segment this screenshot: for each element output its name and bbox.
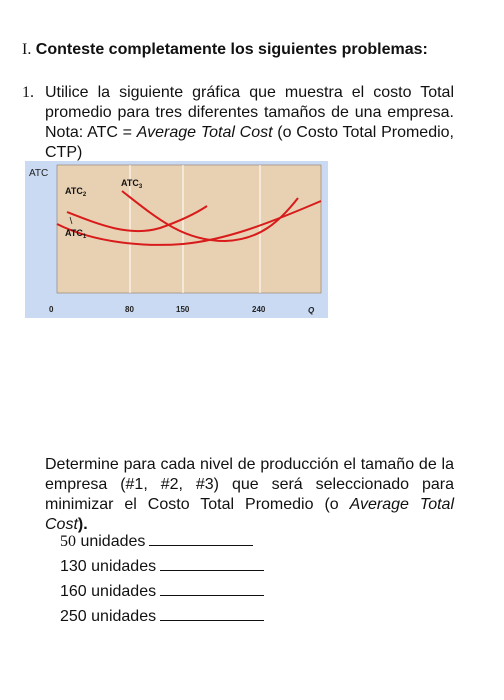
- x-tick-150: 150: [176, 305, 190, 314]
- answer-item-50: [60, 532, 253, 552]
- answer-blank[interactable]: [149, 533, 253, 546]
- x-axis-label: Q: [308, 306, 315, 315]
- answer-blank[interactable]: [160, 608, 264, 621]
- answer-item-160: [60, 582, 264, 602]
- atc2-label: $ATC_2$: [65, 186, 87, 198]
- intro-text-b: (o Costo Total Promedio, CTP): [45, 124, 454, 161]
- intro-text-a: Utilice la siguiente gráfica que muestra el costo Total promedio para tres diferentes tamaños de una empresa. Nota: ATC =: [45, 84, 454, 141]
- plot-area: [57, 165, 321, 293]
- question-text-b: ).: [77, 516, 88, 533]
- answer-item-130: [60, 557, 264, 577]
- item-unit: unidades: [91, 608, 157, 625]
- answer-blank[interactable]: [160, 583, 264, 596]
- question-text-a: Determine para cada nivel de producción el tamaño de la empresa (#1, #2, #3) que será seleccionado para minimizar el Costo Total Promedio (o: [45, 456, 454, 513]
- problem-intro: [45, 83, 454, 163]
- problem-number: 1.: [22, 84, 34, 101]
- atc-chart-svg: [25, 161, 328, 318]
- x-tick-80: 80: [125, 305, 134, 314]
- section-heading: [22, 40, 428, 60]
- item-qty: 250: [60, 608, 87, 625]
- answer-blank[interactable]: [160, 558, 264, 571]
- item-qty: 130: [60, 558, 87, 575]
- item-qty: 160: [60, 583, 87, 600]
- intro-text-italic: Average Total Cost: [136, 124, 273, 141]
- x-tick-0: 0: [49, 305, 54, 314]
- question-text: [45, 455, 454, 535]
- x-tick-240: 240: [252, 305, 266, 314]
- item-unit: unidades: [91, 583, 157, 600]
- item-unit: unidades: [91, 558, 157, 575]
- atc-chart: [25, 161, 328, 318]
- section-title: Conteste completamente los siguientes problemas:: [35, 41, 428, 58]
- atc3-label: $ATC_3$: [121, 178, 143, 190]
- item-unit: unidades: [80, 533, 146, 550]
- item-qty: 50: [60, 533, 76, 550]
- answer-item-250: [60, 607, 264, 627]
- section-number: I.: [22, 41, 32, 58]
- atc1-label: $ATC_1$: [65, 228, 87, 240]
- y-axis-label: ATC: [29, 168, 49, 179]
- question-text-italic: Average Total Cost: [45, 496, 455, 533]
